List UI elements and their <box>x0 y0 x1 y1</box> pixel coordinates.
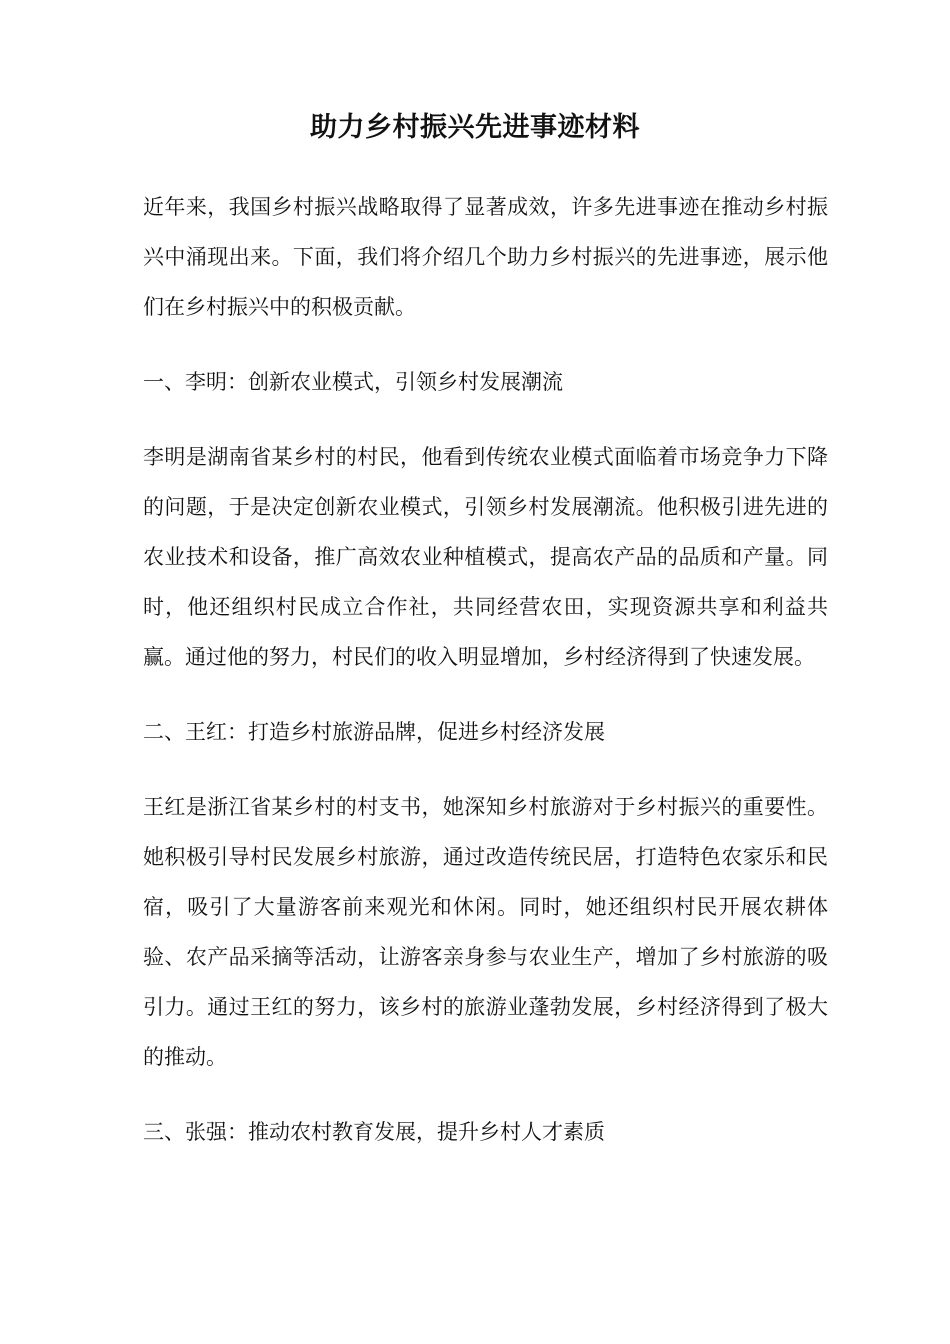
section-heading-1: 一、李明：创新农业模式，引领乡村发展潮流 <box>143 370 563 394</box>
section-body-2: 王红是浙江省某乡村的村支书，她深知乡村旅游对于乡村振兴的重要性。她积极引导村民发展乡村旅游，通过改造传统民居，打造特色农家乐和民宿，吸引了大量游客前来观光和休闲。同时，她还组织村民开展农耕体验、农产品采摘等活动，让游客亲身参与农业生产，增加了乡村旅游的吸引力。通过王红的努力，该乡村的旅游业蓬勃发展，乡村经济得到了极大的推动。 <box>143 795 828 1069</box>
document-title: 助力乡村振兴先进事迹材料 <box>310 112 640 143</box>
document-body <box>143 182 828 1182</box>
section-heading-3: 三、张强：推动农村教育发展，提升乡村人才素质 <box>143 1120 605 1144</box>
section-body-1: 李明是湖南省某乡村的村民，他看到传统农业模式面临着市场竞争力下降的问题，于是决定创新农业模式，引领乡村发展潮流。他积极引进先进的农业技术和设备，推广高效农业种植模式，提高农产品的品质和产量。同时，他还组织村民成立合作社，共同经营农田，实现资源共享和利益共赢。通过他的努力，村民们的收入明显增加，乡村经济得到了快速发展。 <box>143 445 828 669</box>
section-heading-2: 二、王红：打造乡村旅游品牌，促进乡村经济发展 <box>143 720 605 744</box>
intro-paragraph: 近年来，我国乡村振兴战略取得了显著成效，许多先进事迹在推动乡村振兴中涌现出来。下面，我们将介绍几个助力乡村振兴的先进事迹，展示他们在乡村振兴中的积极贡献。 <box>143 195 828 319</box>
